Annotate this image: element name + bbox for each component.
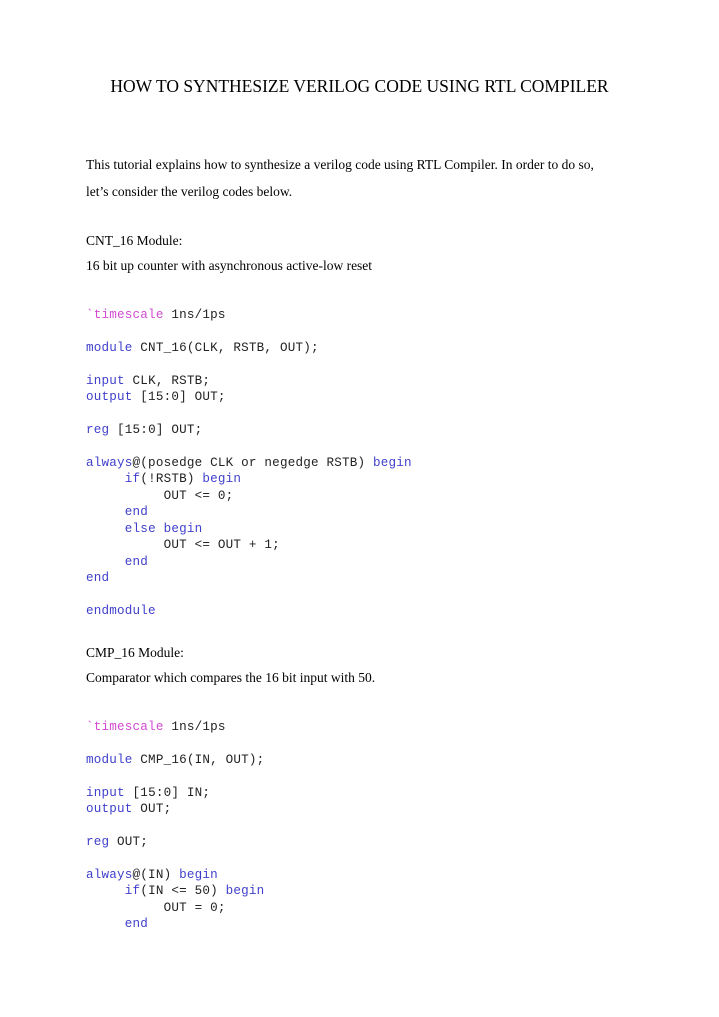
code-keyword: else begin <box>124 522 203 536</box>
code-line <box>86 522 202 536</box>
code-keyword: end <box>86 571 110 585</box>
code-text <box>86 917 125 931</box>
code-text: CNT_16(CLK, RSTB, OUT); <box>132 341 319 355</box>
code-text: OUT <= 0; <box>86 489 234 503</box>
code-text <box>86 884 125 898</box>
code-text: [15:0] OUT; <box>132 390 226 404</box>
code-line <box>86 489 233 503</box>
code-text <box>86 522 125 536</box>
code-keyword: always <box>86 868 133 882</box>
code-line <box>86 308 226 322</box>
document-title: HOW TO SYNTHESIZE VERILOG CODE USING RTL COMPILER <box>110 76 609 96</box>
code-line <box>86 720 226 734</box>
code-line <box>86 472 241 486</box>
code-line <box>86 917 148 931</box>
code-text: OUT; <box>109 835 149 849</box>
cmp16-heading: CMP_16 Module: <box>86 645 184 660</box>
code-keyword: input <box>86 786 125 800</box>
code-line <box>86 753 264 767</box>
code-keyword: end <box>124 555 149 569</box>
code-keyword: begin <box>179 868 218 882</box>
code-text: OUT; <box>132 802 172 816</box>
code-text: 1ns/1ps <box>163 308 226 322</box>
code-keyword: output <box>86 802 133 816</box>
code-line <box>86 868 218 882</box>
code-keyword: if <box>124 472 141 486</box>
code-keyword: begin <box>202 472 242 486</box>
code-line <box>86 802 171 816</box>
code-text: CMP_16(IN, OUT); <box>132 753 265 767</box>
code-line <box>86 456 412 470</box>
code-text <box>86 505 125 519</box>
code-text: @(posedge CLK or negedge RSTB) <box>132 456 374 470</box>
code-keyword: begin <box>373 456 412 470</box>
code-text: (!RSTB) <box>140 472 203 486</box>
code-line <box>86 555 148 569</box>
code-keyword: reg <box>86 835 110 849</box>
code-line <box>86 374 210 388</box>
code-keyword: output <box>86 390 133 404</box>
code-directive: `timescale <box>86 308 164 322</box>
intro-line-2: let’s consider the verilog codes below. <box>86 184 293 199</box>
code-keyword: module <box>86 341 133 355</box>
code-directive: `timescale <box>86 720 164 734</box>
code-line <box>86 505 148 519</box>
code-text: @(IN) <box>132 868 180 882</box>
code-line <box>86 884 264 898</box>
code-keyword: always <box>86 456 133 470</box>
code-line <box>86 901 226 915</box>
code-line <box>86 423 202 437</box>
code-line <box>86 786 210 800</box>
code-text: (IN <= 50) <box>140 884 226 898</box>
code-keyword: module <box>86 753 133 767</box>
code-keyword: end <box>124 917 149 931</box>
code-text: OUT = 0; <box>86 901 226 915</box>
code-keyword: begin <box>225 884 265 898</box>
code-text <box>86 472 125 486</box>
cnt16-heading: CNT_16 Module: <box>86 233 183 248</box>
code-keyword: if <box>124 884 141 898</box>
code-line <box>86 604 156 618</box>
code-keyword: input <box>86 374 125 388</box>
code-line <box>86 390 226 404</box>
code-text: [15:0] IN; <box>124 786 211 800</box>
code-keyword: endmodule <box>86 604 156 618</box>
cmp16-description: Comparator which compares the 16 bit input with 50. <box>86 670 376 685</box>
code-line <box>86 571 109 585</box>
code-text: OUT <= OUT + 1; <box>86 538 280 552</box>
code-text <box>86 555 125 569</box>
intro-line-1: This tutorial explains how to synthesize a verilog code using RTL Compiler. In order to do so, <box>86 157 594 172</box>
code-line <box>86 538 280 552</box>
code-text: CLK, RSTB; <box>124 374 211 388</box>
code-text: 1ns/1ps <box>163 720 226 734</box>
cnt16-description: 16 bit up counter with asynchronous active-low reset <box>86 258 373 273</box>
code-text: [15:0] OUT; <box>109 423 203 437</box>
code-line <box>86 835 148 849</box>
code-keyword: reg <box>86 423 110 437</box>
code-line <box>86 341 319 355</box>
code-keyword: end <box>124 505 149 519</box>
